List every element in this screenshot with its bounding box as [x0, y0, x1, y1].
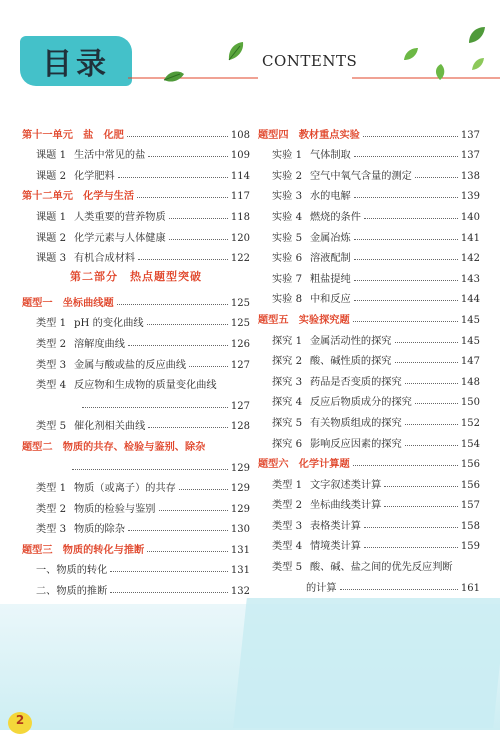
toc-entry[interactable]: 实验 2 空气中氧气含量的测定 138 [272, 170, 480, 182]
toc-unit[interactable]: 题型一 坐标曲线题 125 [22, 296, 250, 309]
leaf-icon [466, 24, 488, 46]
toc-entry[interactable]: 类型 3 表格类计算 158 [272, 520, 480, 532]
toc-entry[interactable]: 类型 4 反应物和生成物的质量变化曲线 [36, 380, 217, 392]
toc-entry[interactable]: 课题 1 人类重要的营养物质 118 [36, 211, 250, 223]
title-block [20, 36, 132, 86]
toc-entry[interactable]: 类型 3 物质的除杂 130 [36, 524, 250, 536]
toc-entry[interactable]: 类型 2 溶解度曲线 126 [36, 338, 250, 350]
leaf-icon [432, 62, 448, 82]
toc-entry[interactable]: 类型 2 物质的检验与鉴别 129 [36, 503, 250, 515]
toc-entry[interactable]: 探究 3 药品是否变质的探究 148 [272, 376, 480, 388]
toc-entry[interactable]: 类型 3 金属与酸或盐的反应曲线 127 [36, 359, 250, 371]
toc-left-column [22, 120, 250, 597]
toc-unit[interactable]: 题型六 化学计算题 156 [258, 458, 480, 471]
toc-entry[interactable]: 一、物质的转化 131 [36, 565, 250, 577]
toc-entry[interactable]: 课题 3 有机合成材料 122 [36, 253, 250, 265]
toc-entry[interactable]: 类型 5 催化剂相关曲线 128 [36, 421, 250, 433]
toc-entry[interactable]: 实验 6 溶液配制 142 [272, 253, 480, 265]
toc-entry[interactable]: 探究 2 酸、碱性质的探究 147 [272, 356, 480, 368]
toc-entry[interactable]: 课题 2 化学元素与人体健康 120 [36, 232, 250, 244]
toc-right-column [258, 120, 480, 594]
toc-entry[interactable]: 探究 4 反应后物质成分的探究 150 [272, 397, 480, 409]
leaf-icon [470, 56, 486, 72]
toc-unit[interactable]: 题型五 实验探究题 145 [258, 313, 480, 326]
toc-entry[interactable]: 实验 4 燃烧的条件 140 [272, 211, 480, 223]
toc-entry[interactable]: 课题 1 生活中常见的盐 109 [36, 150, 250, 162]
toc-entry[interactable]: 类型 1 pH 的变化曲线 125 [36, 318, 250, 330]
leaf-icon [226, 40, 246, 62]
toc-entry[interactable]: 二、物质的推断 132 [36, 586, 250, 598]
bottom-banner-accent [233, 598, 500, 728]
toc-entry[interactable]: 实验 5 金属冶炼 141 [272, 232, 480, 244]
toc-unit-continuation[interactable]: 129 [22, 453, 250, 474]
toc-entry[interactable]: 探究 5 有关物质组成的探究 152 [272, 417, 480, 429]
toc-unit[interactable]: 题型二 物质的共存、检验与鉴别、除杂 [22, 440, 206, 453]
part-heading: 第二部分 热点题型突破 [70, 270, 202, 284]
toc-entry[interactable]: 类型 5 酸、碱、盐之间的优先反应判断 [272, 562, 453, 574]
page-number: 2 [15, 713, 25, 727]
toc-unit[interactable]: 第十一单元 盐 化肥 108 [22, 128, 250, 141]
toc-entry[interactable]: 实验 7 粗盐提纯 143 [272, 273, 480, 285]
toc-entry[interactable]: 类型 1 文字叙述类计算 156 [272, 479, 480, 491]
toc-unit[interactable]: 题型四 教材重点实验 137 [258, 128, 480, 141]
toc-unit[interactable]: 题型三 物质的转化与推断 131 [22, 543, 250, 556]
toc-entry[interactable]: 课题 2 化学肥料 114 [36, 170, 250, 182]
toc-entry[interactable]: 实验 1 气体制取 137 [272, 150, 480, 162]
leaf-icon [402, 46, 420, 62]
toc-unit[interactable]: 第十二单元 化学与生活 117 [22, 190, 250, 203]
toc-entry-continuation[interactable]: 的计算 161 [306, 582, 480, 594]
toc-entry[interactable]: 实验 8 中和反应 144 [272, 294, 480, 306]
toc-entry[interactable]: 探究 1 金属活动性的探究 145 [272, 335, 480, 347]
toc-entry[interactable]: 类型 2 坐标曲线类计算 157 [272, 500, 480, 512]
contents-label: CONTENTS [262, 52, 358, 70]
toc-entry[interactable]: 探究 6 影响反应因素的探究 154 [272, 438, 480, 450]
toc-entry[interactable]: 类型 4 情境类计算 159 [272, 541, 480, 553]
page-title: 目录 [42, 47, 110, 82]
toc-entry[interactable]: 实验 3 水的电解 139 [272, 191, 480, 203]
leaf-icon [162, 68, 186, 84]
toc-entry[interactable]: 类型 1 物质（或离子）的共存 129 [36, 483, 250, 495]
toc-entry-continuation[interactable]: 127 [22, 391, 250, 412]
